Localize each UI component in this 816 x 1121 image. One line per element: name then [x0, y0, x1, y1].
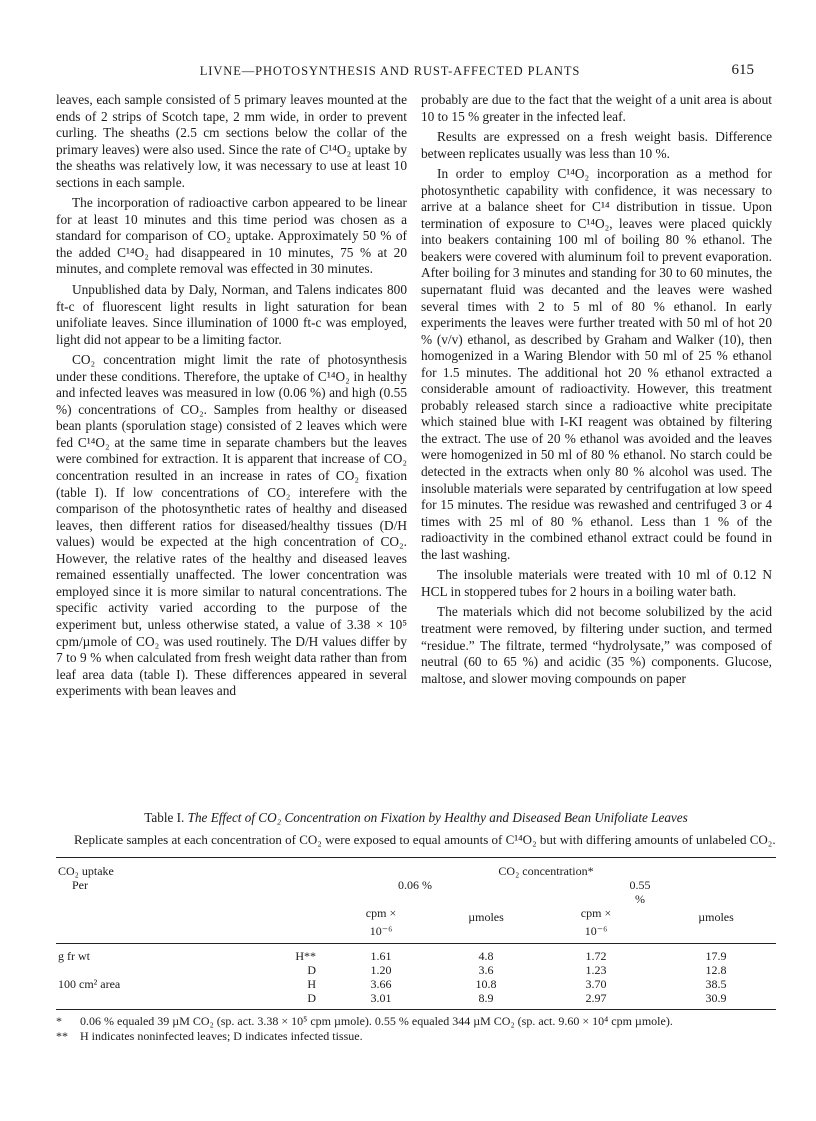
- conc-low-header: 0.06 %: [398, 877, 432, 892]
- left-paragraph-1: leaves, each sample consisted of 5 primary leaves mounted at the ends of 2 strips of Scotch tape, 2 mm wide, in order to prevent curling. The sheaths (2.5 cm sections below the collar of the primary leaves) were also used. Since the rate of C¹⁴O₂ uptake by the sheaths was relatively low, it was necessary to use at least 10 sections in each sample.: [56, 92, 407, 190]
- running-head: LIVNE—PHOTOSYNTHESIS AND RUST-AFFECTED PLANTS: [199, 64, 581, 78]
- row-1-per: g fr wt: [58, 948, 90, 963]
- table-1: [56, 810, 776, 1045]
- cpm-label-low: cpm ×: [365, 905, 397, 920]
- row-1-low-umoles: 4.8: [478, 948, 494, 963]
- stub-header-2: Per: [72, 877, 88, 892]
- cpm-exp-high: 10⁻⁶: [536, 924, 656, 944]
- row-4-low-cpm: 3.01: [326, 991, 436, 1010]
- table-row: [56, 977, 776, 991]
- right-paragraph-3: In order to employ C¹⁴O₂ incorporation as a method for photosynthetic capability with confidence, it was necessary to arrive at a balance sheet for C¹⁴ distribution in tissue. Upon termination of exposure to C¹⁴O₂, leaves were placed quickly into beakers containing 100 ml of boiling 80 % ethanol. The beakers were covered with aluminum foil to prevent evaporation. After boiling for 3 minutes and standing for 30 to 60 minutes, the supernatant fluid was decanted and the leaves were washed several times with 2 to 5 ml of 80 % ethanol. In early experiments the leaves were further treated with 50 ml of hot 20 % (v/v) ethanol, as described by Graham and Walker (10), then homogenized in a Waring Blendor with 50 ml of 25 % ethanol for 1.5 minutes. The additional hot 20 % ethanol extracted a considerable amount of radioactivity. However, this treatment probably released starch since a radioactive white precipitate which stained blue with I-KI reagent was obtained by filtering the extract. The use of 20 % ethanol was avoided and the leaves were homogenized in 50 ml of 80 % ethanol. No starch could be detected in the extracts when only 80 % alcohol was used. The insoluble materials were separated by centrifugation at low speed for 15 minutes. The residue was rewashed and centrifuged 3 or 4 times with 25 ml of 80 % ethanol. Less than 1 % of the radioactivity in the combined ethanol extract could be found in the last washing.: [421, 166, 772, 562]
- row-4-low-umoles: 8.9: [436, 991, 536, 1010]
- row-1-high-cpm: 1.72: [585, 948, 607, 963]
- right-paragraph-5: The materials which did not become solubilized by the acid treatment were removed, by filtering under suction, and termed “residue.” The filtrate, termed “hydrolysate,” was composed of neutral (60 to 65 %) and acidic (35 %) components. Glucose, maltose, and slower moving compounds on paper: [421, 604, 772, 686]
- row-3-low-umoles: 10.8: [475, 976, 497, 991]
- cpm-exp-low: 10⁻⁶: [326, 924, 436, 944]
- stub-header-1: CO₂ uptake: [56, 857, 226, 878]
- page-number: 615: [731, 62, 754, 78]
- right-paragraph-4: The insoluble materials were treated with 10 ml of 0.12 N HCL in stoppered tubes for 2 hours in a boiling water bath.: [421, 567, 772, 599]
- left-column: [56, 92, 407, 704]
- footnote-1-mark: *: [56, 1013, 62, 1028]
- table-footnotes: [56, 1014, 776, 1045]
- row-2-high-umoles: 12.8: [705, 962, 727, 977]
- right-paragraph-2: Results are expressed on a fresh weight basis. Difference between replicates usually was less than 10 %.: [421, 129, 772, 161]
- cpm-header-low: [326, 906, 436, 924]
- table-caption: [56, 810, 776, 826]
- table-row: [56, 943, 776, 963]
- row-3-tissue: H: [307, 976, 316, 991]
- row-3-high-umoles: 38.5: [705, 976, 727, 991]
- row-4-per: [56, 991, 226, 1010]
- cpm-label-high: cpm ×: [580, 905, 612, 920]
- left-paragraph-3: Unpublished data by Daly, Norman, and Talens indicates 800 ft-c of fluorescent light results in light saturation for bean unifoliate leaves. Since illumination of 1000 ft-c was employed, light did not appear to be a limiting factor.: [56, 282, 407, 347]
- conc-high-header: 0.55 %: [629, 877, 651, 906]
- data-table: [56, 857, 776, 1010]
- row-2-high-cpm: 1.23: [585, 962, 607, 977]
- right-paragraph-1: probably are due to the fact that the weight of a unit area is about 10 to 15 % greater in the infected leaf.: [421, 92, 772, 124]
- footnote-2-text: H indicates noninfected leaves; D indicates infected tissue.: [80, 1029, 363, 1043]
- concentration-group-header: CO₂ concentration*: [436, 857, 656, 878]
- right-column: [421, 92, 772, 691]
- page-header: [0, 62, 816, 86]
- row-3-high-cpm: 3.70: [585, 976, 607, 991]
- left-paragraph-2: The incorporation of radioactive carbon appeared to be linear for at least 10 minutes and this time period was chosen as a standard for comparison of CO₂ uptake. Approximately 50 % of the added C¹⁴O₂ had disappeared in 10 minutes, 75 % at 20 minutes, and complete removal was effected in 30 minutes.: [56, 195, 407, 277]
- row-2-low-umoles: 3.6: [478, 962, 494, 977]
- table-header-row-3: [56, 906, 776, 924]
- table-note: Replicate samples at each concentration of CO₂ were exposed to equal amounts of C¹⁴O₂ but with differing amounts of unlabeled CO₂.: [74, 832, 776, 847]
- cpm-header-high: [536, 906, 656, 924]
- row-2-per: [56, 963, 226, 977]
- table-header-row-1: [56, 857, 776, 878]
- table-label: Table I.: [144, 810, 185, 825]
- row-1-low-cpm: 1.61: [370, 948, 392, 963]
- row-3-per: 100 cm² area: [58, 976, 121, 991]
- umoles-header-low: µmoles: [468, 909, 504, 924]
- umoles-header-high: µmoles: [698, 909, 734, 924]
- row-3-low-cpm: 3.66: [370, 976, 392, 991]
- footnote-1-text: 0.06 % equaled 39 µM CO₂ (sp. act. 3.38 × 10⁵ cpm µmole). 0.55 % equaled 344 µM CO₂ (sp. act. 9.60 × 10⁴ cpm µmole).: [80, 1013, 673, 1028]
- table-row: [56, 991, 776, 1010]
- row-4-high-cpm: 2.97: [536, 991, 656, 1010]
- row-2-tissue: D: [307, 962, 316, 977]
- table-header-row-4: [56, 924, 776, 944]
- footnote-1: [56, 1014, 776, 1030]
- footnote-2: [56, 1029, 776, 1045]
- row-1-tissue: H**: [295, 948, 316, 963]
- table-row: [56, 963, 776, 977]
- table-title: The Effect of CO₂ Concentration on Fixation by Healthy and Diseased Bean Unifoliate Leaves: [187, 810, 688, 825]
- table-header-row-2: [56, 878, 776, 906]
- footnote-2-mark: **: [56, 1029, 68, 1043]
- row-4-tissue: D: [226, 991, 326, 1010]
- row-4-high-umoles: 30.9: [656, 991, 776, 1010]
- left-paragraph-4: CO₂ concentration might limit the rate of photosynthesis under these conditions. Therefore, the uptake of C¹⁴O₂ in healthy and infected leaves was measured in low (0.06 %) and high (0.55 %) concentrations of CO₂. Samples from healthy or diseased bean plants (sporulation stage) consisted of 2 leaves which were fed C¹⁴O₂ at the same time in separate chambers but the leaves were combined for extraction. It is apparent that increase of CO₂ concentration resulted in an increase in rates of CO₂ fixation (table I). If low concentrations of CO₂ interefere with the comparison of the photosynthetic rates of healthy and diseased leaves, then different ratios for diseased/healthy tissues (D/H values) would be expected at the high concentration of CO₂. However, the relative rates of the healthy and diseased leaves remained essentially unaffected. The lower concentration was employed since it is more similar to natural concentrations. The specific activity varied according to the purpose of the experiment but, unless otherwise stated, a value of 3.38 × 10⁵ cpm/µmole of CO₂ was used routinely. The D/H values differ by 7 to 9 % when calculated from fresh weight data rather than from leaf area data (table I). These differences appeared in several experiments with bean leaves and: [56, 352, 407, 699]
- row-2-low-cpm: 1.20: [370, 962, 392, 977]
- row-1-high-umoles: 17.9: [705, 948, 727, 963]
